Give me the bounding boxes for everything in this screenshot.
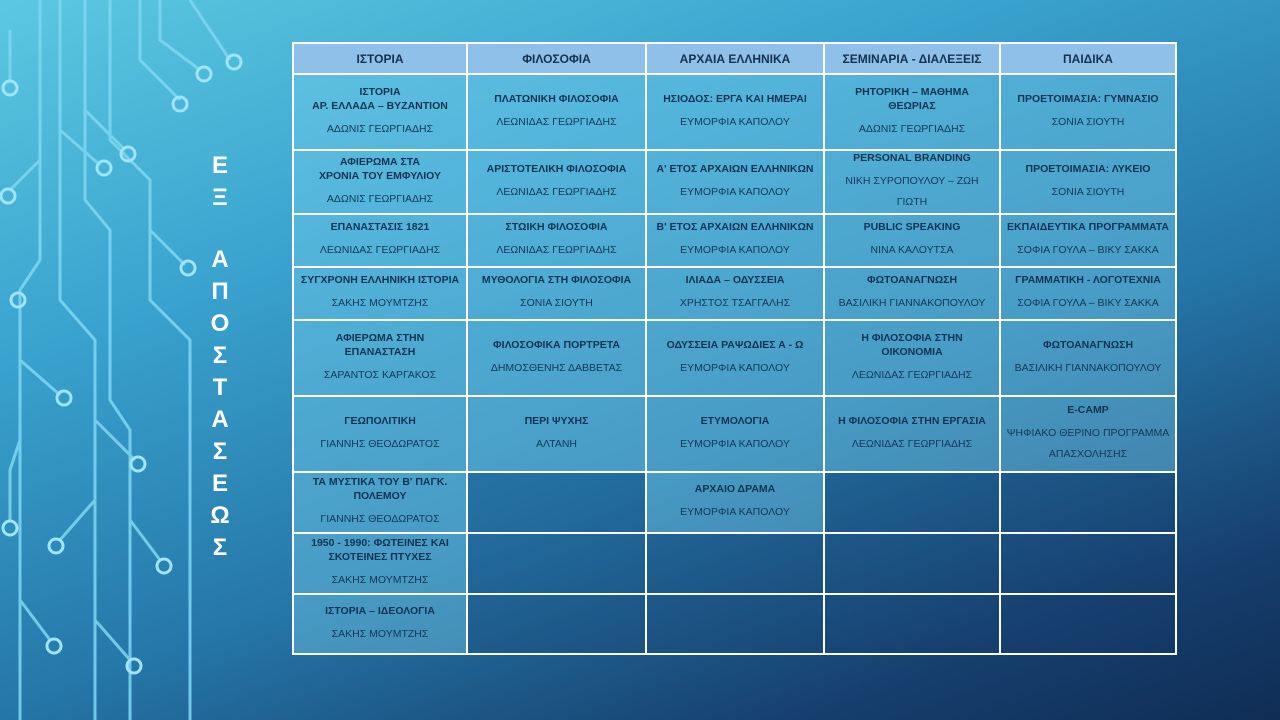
course-cell: [293, 533, 467, 594]
course-instructor: ΒΑΣΙΛΙΚΗ ΓΙΑΝΝΑΚΟΠΟΥΛΟΥ: [1014, 361, 1162, 374]
table-row: [293, 214, 1176, 267]
course-title: ΙΣΤΟΡΙΑ ΑΡ. ΕΛΛΑΔΑ – ΒΥΖΑΝΤΙΟΝ: [312, 85, 448, 112]
course-cell: [467, 74, 646, 150]
course-title: ΗΣΙΟΔΟΣ: ΕΡΓΑ ΚΑΙ ΗΜΕΡΑΙ: [663, 92, 807, 105]
course-cell: [1000, 267, 1176, 320]
course-instructor: ΛΕΩΝΙΔΑΣ ΓΕΩΡΓΙΑΔΗΣ: [851, 437, 973, 450]
vertical-title: [200, 150, 240, 564]
course-title: ΤΑ ΜΥΣΤΙΚΑ ΤΟΥ Β' ΠΑΓΚ. ΠΟΛΕΜΟΥ: [312, 476, 448, 502]
course-cell: [824, 267, 1000, 320]
course-title: ΜΥΘΟΛΟΓΙΑ ΣΤΗ ΦΙΛΟΣΟΦΙΑ: [481, 274, 632, 286]
table-row: [293, 533, 1176, 594]
course-title: ΙΛΙΑΔΑ – ΟΔΥΣΣΕΙΑ: [685, 274, 785, 286]
course-cell: [646, 267, 824, 320]
course-instructor: ΔΗΜΟΣΘΕΝΗΣ ΔΑΒΒΕΤΑΣ: [490, 361, 623, 374]
course-instructor: ΣΟΝΙΑ ΣΙΟΥΤΗ: [1051, 185, 1125, 198]
course-title: ΦΙΛΟΣΟΦΙΚΑ ΠΟΡΤΡΕΤΑ: [493, 338, 620, 351]
course-instructor: ΕΥΜΟΡΦΙΑ ΚΑΠΟΛΟΥ: [680, 361, 790, 374]
title-letter: Σ: [212, 342, 228, 369]
course-title: Α' ΕΤΟΣ ΑΡΧΑΙΩΝ ΕΛΛΗΝΙΚΩΝ: [656, 162, 814, 175]
course-cell: [646, 472, 824, 533]
course-cell: [467, 320, 646, 396]
course-instructor: ΕΥΜΟΡΦΙΑ ΚΑΠΟΛΟΥ: [680, 437, 790, 450]
course-instructor: ΛΕΩΝΙΔΑΣ ΓΕΩΡΓΙΑΔΗΣ: [496, 185, 617, 198]
course-cell: [1000, 74, 1176, 150]
title-letter: Α: [211, 406, 229, 433]
course-instructor: ΕΥΜΟΡΦΙΑ ΚΑΠΟΛΟΥ: [680, 506, 790, 518]
course-title: ΠΛΑΤΩΝΙΚΗ ΦΙΛΟΣΟΦΙΑ: [494, 92, 619, 105]
course-cell: [1000, 320, 1176, 396]
course-instructor: ΑΔΩΝΙΣ ΓΕΩΡΓΙΑΔΗΣ: [326, 192, 434, 205]
title-letter: Τ: [212, 374, 228, 401]
table-row: [293, 150, 1176, 214]
course-title: ΑΦΙΕΡΩΜΑ ΣΤΗΝ ΕΠΑΝΑΣΤΑΣΗ: [335, 331, 425, 358]
course-cell: [467, 396, 646, 472]
course-cell: [293, 214, 467, 267]
course-instructor: ΝΙΚΗ ΣΥΡΟΠΟΥΛΟΥ – ΖΩΗ ΓΙΩΤΗ: [845, 175, 979, 208]
course-instructor: ΝΙΝΑ ΚΑΛΟΥΤΣΑ: [870, 244, 954, 256]
title-letter: Ε: [211, 152, 228, 179]
course-cell: [1000, 214, 1176, 267]
course-cell: [824, 74, 1000, 150]
course-instructor: ΕΥΜΟΡΦΙΑ ΚΑΠΟΛΟΥ: [680, 244, 790, 256]
course-instructor: ΑΔΩΝΙΣ ΓΕΩΡΓΙΑΔΗΣ: [326, 122, 434, 135]
courses-table: [292, 42, 1177, 655]
course-title: ΣΤΩΙΚΗ ΦΙΛΟΣΟΦΙΑ: [505, 221, 608, 233]
course-cell: [1000, 150, 1176, 214]
course-title: ΣΥΓΧΡΟΝΗ ΕΛΛΗΝΙΚΗ ΙΣΤΟΡΙΑ: [300, 274, 460, 286]
table-row: [293, 472, 1176, 533]
course-instructor: ΣΑΡΑΝΤΟΣ ΚΑΡΓΑΚΟΣ: [323, 368, 437, 381]
course-cell: [293, 472, 467, 533]
course-instructor: ΓΙΑΝΝΗΣ ΘΕΟΔΩΡΑΤΟΣ: [320, 513, 440, 525]
course-instructor: ΣΟΝΙΑ ΣΙΟΥΤΗ: [1051, 115, 1125, 128]
course-title: ΕΠΑΝΑΣΤΑΣΙΣ 1821: [330, 221, 430, 233]
empty-cell: [467, 533, 646, 594]
course-cell: [293, 267, 467, 320]
header-ancient-greek: ΑΡΧΑΙΑ ΕΛΛΗΝΙΚΑ: [646, 43, 824, 74]
course-title: ΕΚΠΑΙΔΕΥΤΙΚΑ ΠΡΟΓΡΑΜΜΑΤΑ: [1007, 221, 1169, 233]
course-title: E-CAMP: [1067, 404, 1109, 416]
course-instructor: ΓΙΑΝΝΗΣ ΘΕΟΔΩΡΑΤΟΣ: [320, 437, 440, 450]
course-instructor: ΣΑΚΗΣ ΜΟΥΜΤΖΗΣ: [331, 574, 429, 586]
course-cell: [646, 320, 824, 396]
empty-cell: [646, 594, 824, 654]
empty-cell: [467, 472, 646, 533]
empty-cell: [824, 594, 1000, 654]
course-title: ΑΡΙΣΤΟΤΕΛΙΚΗ ΦΙΛΟΣΟΦΙΑ: [486, 162, 627, 175]
title-letter: Ξ: [212, 184, 228, 211]
course-instructor: ΒΑΣΙΛΙΚΗ ΓΙΑΝΝΑΚΟΠΟΥΛΟΥ: [838, 297, 986, 309]
course-title: ΑΦΙΕΡΩΜΑ ΣΤΑ ΧΡΟΝΙΑ ΤΟΥ ΕΜΦΥΛΙΟΥ: [318, 155, 442, 182]
course-instructor: ΛΕΩΝΙΔΑΣ ΓΕΩΡΓΙΑΔΗΣ: [851, 368, 973, 381]
course-cell: [467, 214, 646, 267]
course-title: PUBLIC SPEAKING: [863, 221, 961, 233]
table-row: [293, 267, 1176, 320]
course-title: Η ΦΙΛΟΣΟΦΙΑ ΣΤΗΝ ΟΙΚΟΝΟΜΙΑ: [861, 331, 963, 358]
course-instructor: ΛΕΩΝΙΔΑΣ ΓΕΩΡΓΙΑΔΗΣ: [496, 244, 617, 256]
empty-cell: [646, 533, 824, 594]
course-instructor: ΑΔΩΝΙΣ ΓΕΩΡΓΙΑΔΗΣ: [858, 122, 966, 135]
course-cell: [646, 74, 824, 150]
empty-cell: [824, 533, 1000, 594]
course-title: ΠΡΟΕΤΟΙΜΑΣΙΑ: ΛΥΚΕΙΟ: [1025, 162, 1151, 175]
course-cell: [824, 214, 1000, 267]
course-title: ΦΩΤΟΑΝΑΓΝΩΣΗ: [866, 274, 958, 286]
course-instructor: ΛΕΩΝΙΔΑΣ ΓΕΩΡΓΙΑΔΗΣ: [496, 115, 617, 128]
course-title: ΓΕΩΠΟΛΙΤΙΚΗ: [344, 414, 416, 427]
course-cell: [824, 150, 1000, 214]
title-letter: Σ: [212, 534, 228, 561]
title-letter: Ε: [211, 470, 228, 497]
empty-cell: [467, 594, 646, 654]
course-cell: [1000, 396, 1176, 472]
course-title: ΓΡΑΜΜΑΤΙΚΗ - ΛΟΓΟΤΕΧΝΙΑ: [1015, 274, 1161, 286]
course-instructor: ΣΑΚΗΣ ΜΟΥΜΤΖΗΣ: [331, 627, 429, 640]
header-seminars: ΣΕΜΙΝΑΡΙΑ - ΔΙΑΛΕΞΕΙΣ: [824, 43, 1000, 74]
empty-cell: [1000, 594, 1176, 654]
course-instructor: ΣΟΝΙΑ ΣΙΟΥΤΗ: [520, 297, 593, 309]
table-row: [293, 594, 1176, 654]
empty-cell: [824, 472, 1000, 533]
table-row: [293, 396, 1176, 472]
header-history: ΙΣΤΟΡΙΑ: [293, 43, 467, 74]
course-instructor: ΛΕΩΝΙΔΑΣ ΓΕΩΡΓΙΑΔΗΣ: [319, 244, 441, 256]
course-instructor: ΨΗΦΙΑΚΟ ΘΕΡΙΝΟ ΠΡΟΓΡΑΜΜΑ ΑΠΑΣΧΟΛΗΣΗΣ: [1006, 427, 1170, 460]
course-cell: [467, 150, 646, 214]
course-title: ΠΕΡΙ ΨΥΧΗΣ: [524, 414, 589, 427]
title-letter: Π: [211, 278, 229, 305]
course-title: ΠΡΟΕΤΟΙΜΑΣΙΑ: ΓΥΜΝΑΣΙΟ: [1017, 92, 1159, 105]
table-header-row: [293, 43, 1176, 74]
title-letter: Ο: [210, 310, 230, 337]
course-title: 1950 - 1990: ΦΩΤΕΙΝΕΣ ΚΑΙ ΣΚΟΤΕΙΝΕΣ ΠΤΥΧΕΣ: [311, 537, 449, 563]
title-letter: Α: [211, 246, 229, 273]
course-cell: [824, 320, 1000, 396]
course-instructor: ΑΛΤΑΝΗ: [535, 437, 578, 450]
course-title: Η ΦΙΛΟΣΟΦΙΑ ΣΤΗΝ ΕΡΓΑΣΙΑ: [838, 414, 986, 427]
course-title: ΙΣΤΟΡΙΑ – ΙΔΕΟΛΟΓΙΑ: [325, 604, 435, 617]
course-instructor: ΣΟΦΙΑ ΓΟΥΛΑ – ΒΙΚΥ ΣΑΚΚΑ: [1017, 297, 1159, 309]
course-instructor: ΣΟΦΙΑ ΓΟΥΛΑ – ΒΙΚΥ ΣΑΚΚΑ: [1017, 244, 1159, 256]
course-cell: [293, 594, 467, 654]
course-title: PERSONAL BRANDING: [853, 152, 971, 164]
course-cell: [824, 396, 1000, 472]
course-cell: [293, 74, 467, 150]
course-title: Β' ΕΤΟΣ ΑΡΧΑΙΩΝ ΕΛΛΗΝΙΚΩΝ: [656, 221, 814, 233]
title-letter: Ω: [210, 502, 230, 529]
empty-cell: [1000, 472, 1176, 533]
course-cell: [467, 267, 646, 320]
course-title: ΡΗΤΟΡΙΚΗ – ΜΑΘΗΜΑ ΘΕΩΡΙΑΣ: [855, 85, 969, 112]
course-instructor: ΕΥΜΟΡΦΙΑ ΚΑΠΟΛΟΥ: [680, 185, 790, 198]
course-cell: [293, 320, 467, 396]
course-instructor: ΕΥΜΟΡΦΙΑ ΚΑΠΟΛΟΥ: [680, 115, 790, 128]
empty-cell: [1000, 533, 1176, 594]
course-title: ΦΩΤΟΑΝΑΓΝΩΣΗ: [1042, 338, 1134, 351]
course-title: ΕΤΥΜΟΛΟΓΙΑ: [700, 414, 770, 427]
table-row: [293, 320, 1176, 396]
course-title: ΑΡΧΑΙΟ ΔΡΑΜΑ: [694, 483, 776, 495]
course-cell: [293, 150, 467, 214]
course-instructor: ΣΑΚΗΣ ΜΟΥΜΤΖΗΣ: [331, 297, 429, 309]
header-kids: ΠΑΙΔΙΚΑ: [1000, 43, 1176, 74]
course-cell: [646, 150, 824, 214]
title-letter: Σ: [212, 438, 228, 465]
course-cell: [293, 396, 467, 472]
table-row: [293, 74, 1176, 150]
course-cell: [646, 214, 824, 267]
course-title: ΟΔΥΣΣΕΙΑ ΡΑΨΩΔΙΕΣ Α - Ω: [666, 338, 804, 351]
header-philosophy: ΦΙΛΟΣΟΦΙΑ: [467, 43, 646, 74]
course-cell: [646, 396, 824, 472]
course-instructor: ΧΡΗΣΤΟΣ ΤΣΑΓΓΑΛΗΣ: [679, 297, 791, 309]
